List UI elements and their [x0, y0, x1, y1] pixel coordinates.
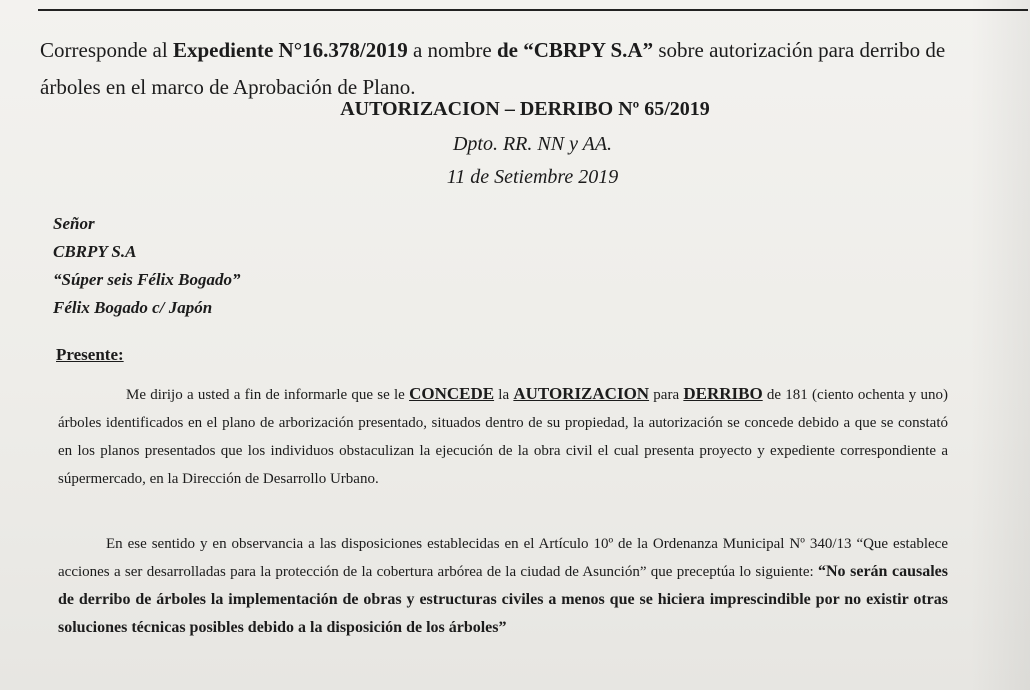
keyword-derribo: DERRIBO [683, 384, 763, 403]
body-paragraph-1 [58, 380, 948, 493]
expediente-number: Expediente N°16.378/2019 [172, 38, 408, 62]
para1-text-4: de 181 (ciento ochenta y uno) árboles identificados en el plano de arborización presentado, situados dentro de su propiedad, la autorización se concede debido a que se constató en los planos presentados que los individuos obstaculizan la ejecución de la obra civil el cual presenta proyecto y expediente correspondiente a súpermercado, en la Dirección de Desarrollo Urbano. [58, 387, 948, 487]
keyword-concede: CONCEDE [409, 384, 495, 403]
body-paragraph-2 [58, 530, 948, 642]
para1-text-3: para [649, 387, 684, 403]
addressee-address: Félix Bogado c/ Japón [53, 298, 213, 317]
addressee-block [53, 210, 241, 322]
date-line [0, 166, 1030, 189]
addressee-store: “Súper seis Félix Bogado” [53, 270, 241, 289]
addressee-company: CBRPY S.A [53, 242, 137, 261]
para2-text-1: En ese sentido y en observancia a las disposiciones establecidas en el Artículo 10º de la Ordenanza Municipal Nº 340/13 “Que establece acciones a ser desarrolladas para la protección de la cobertura arbórea de la ciudad de Asunción” que preceptúa lo siguiente: [58, 536, 948, 580]
top-rule-divider [38, 9, 1028, 11]
intro-paragraph [40, 32, 990, 106]
authorization-heading-text: AUTORIZACION – DERRIBO Nº 65/2019 [340, 98, 710, 120]
addressee-salutation: Señor [53, 214, 95, 233]
intro-text-1: Corresponde al [40, 38, 173, 62]
authorization-heading [0, 98, 1030, 121]
intro-de: de [496, 38, 518, 62]
intro-text-2: a nombre [407, 38, 497, 62]
department-line [0, 133, 1030, 156]
para1-text-1: Me dirijo a usted a fin de informarle que se le [126, 387, 410, 403]
para1-text-2: la [494, 387, 514, 403]
ordinance-quote: “No serán causales de derribo de árboles la implementación de obras y estructuras civiles a menos que se hiciera imprescindible por no existir otras soluciones técnicas posibles debido a la disposición de los árboles” [58, 563, 948, 636]
department-text: Dpto. RR. NN y AA. [452, 133, 613, 155]
date-text: 11 de Setiembre 2019 [446, 166, 619, 188]
company-name: “CBRPY S.A” [523, 38, 654, 62]
presente-label: Presente: [56, 345, 124, 364]
intro-text-4: sobre autorización para derribo de árboles en el marco de Aprobación de Plano. [40, 38, 946, 99]
keyword-autorizacion: AUTORIZACION [513, 384, 650, 403]
